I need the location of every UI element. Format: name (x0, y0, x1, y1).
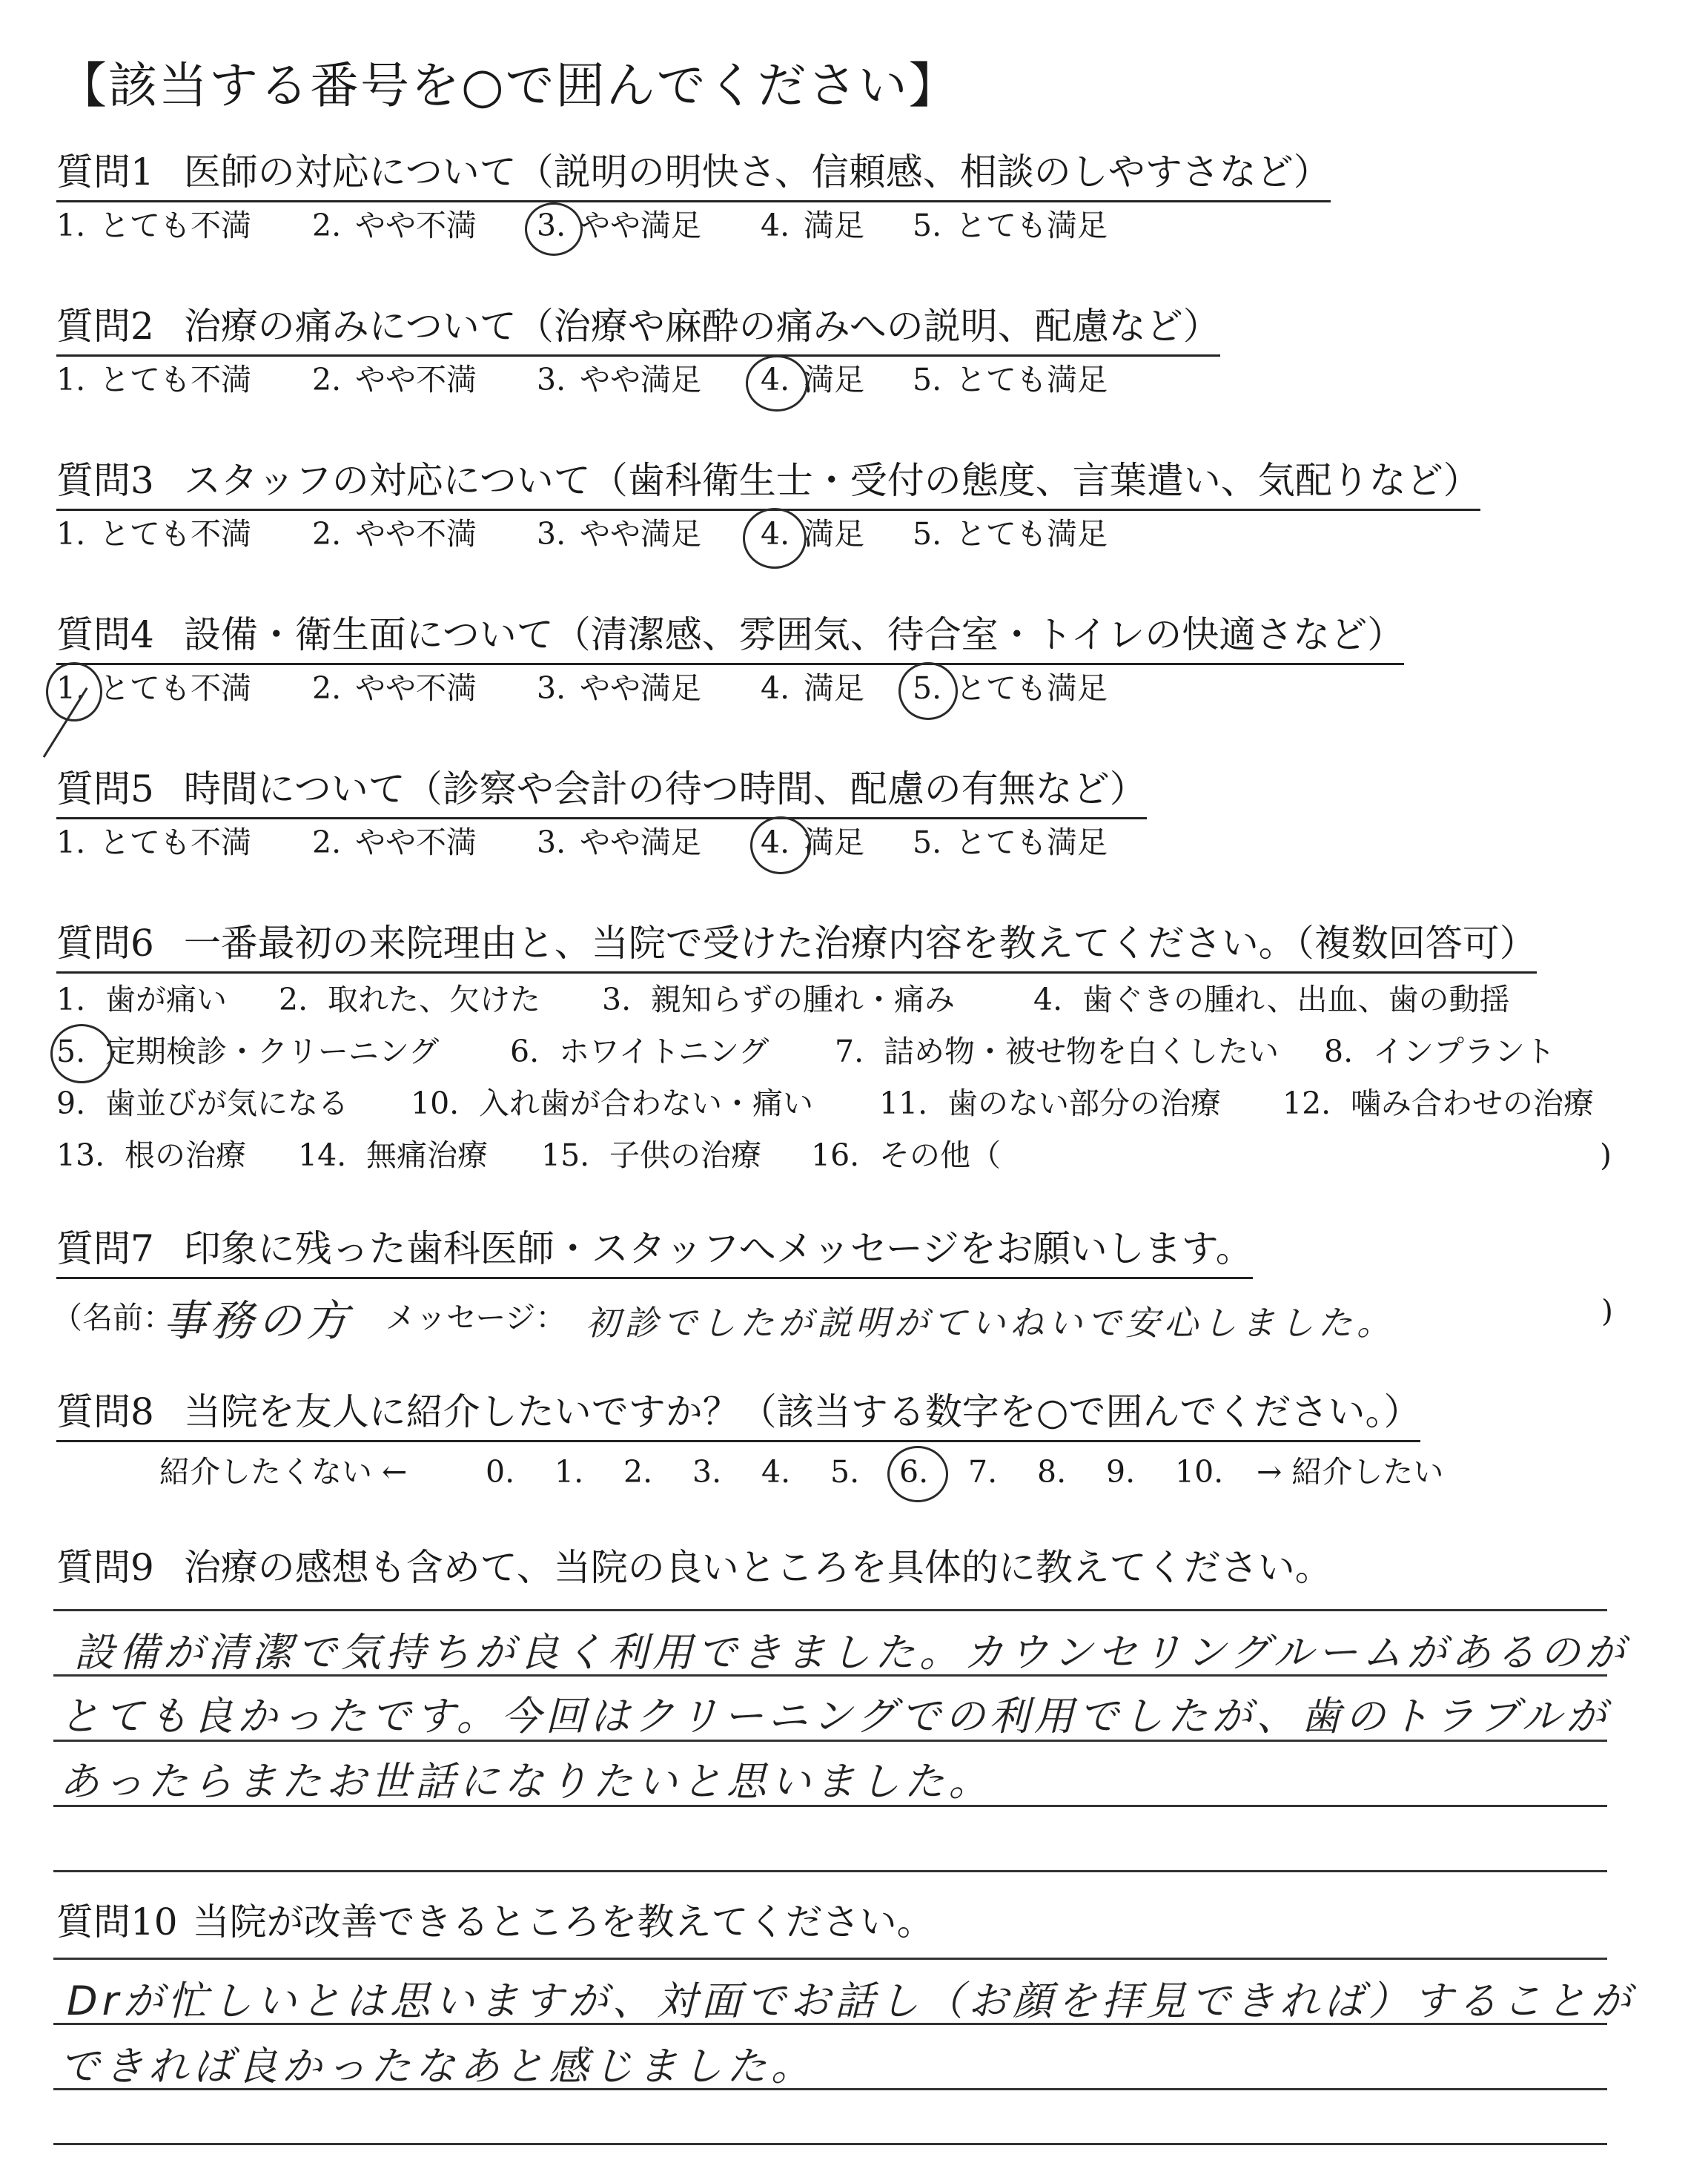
close-paren: ) (1600, 1137, 1612, 1173)
scale-value: 6. (899, 1454, 929, 1490)
option-label: 定期検診・クリーニング (105, 1034, 440, 1069)
option-label: とても満足 (956, 825, 1108, 860)
option-number: 3. (537, 362, 566, 397)
option-number: 15. (541, 1137, 590, 1173)
question-number: 質問8 (56, 1390, 154, 1433)
option-number: 4. (761, 825, 790, 860)
option-number: 2. (312, 516, 342, 552)
question-4-heading (56, 611, 1404, 665)
option-number: 5. (913, 825, 942, 860)
option-label: とても不満 (99, 516, 251, 552)
option-number: 11. (879, 1086, 928, 1121)
option-number: 9. (56, 1086, 86, 1121)
option-label: その他（ (879, 1137, 1001, 1173)
option-label: 無痛治療 (366, 1137, 488, 1173)
rating-options (56, 202, 1331, 248)
option-label: 歯並びが気になる (105, 1086, 348, 1121)
option-number: 5. (56, 1034, 86, 1069)
question-number: 質問9 (56, 1546, 154, 1589)
question-text: 治療の感想も含めて、当院の良いところを具体的に教えてください。 (183, 1546, 1332, 1589)
option-label: 満足 (804, 825, 864, 860)
rating-options (56, 357, 1220, 403)
option-label: ホワイトニング (559, 1034, 769, 1069)
message-value: 初診でしたが説明がていねいで安心しました。 (586, 1303, 1395, 1343)
answer-circle (50, 1024, 113, 1083)
option-row (56, 1025, 1555, 1077)
option-number: 5. (913, 670, 942, 706)
question-6 (56, 919, 1612, 1181)
question-1 (56, 148, 1331, 248)
option-row (56, 1129, 1612, 1181)
option-label: 噛み合わせの治療 (1351, 1086, 1594, 1121)
answer-circle (887, 1446, 948, 1502)
answer-rule (53, 1958, 1607, 1960)
option-row (56, 1077, 1594, 1129)
message-label: メッセージ： (385, 1300, 566, 1335)
option-label: やや不満 (355, 362, 477, 397)
option-number: 16. (811, 1137, 860, 1173)
option-number: 4. (761, 362, 790, 397)
option-number: 3. (537, 825, 566, 860)
option-label: 満足 (804, 208, 864, 243)
answer-line: Drが忙しいとは思いますが、対面でお話し（お顔を拝見できれば）することが (67, 1978, 1635, 2024)
option-label: 根の治療 (125, 1137, 246, 1173)
rating-options (56, 665, 1404, 711)
page-title: 【該当する番号を○で囲んでください】 (58, 57, 959, 114)
question-number: 質問4 (56, 613, 154, 656)
answer-line: できれば良かったなあと感じました。 (59, 2043, 815, 2090)
option-number: 3. (537, 208, 566, 243)
option-label: とても満足 (956, 208, 1108, 243)
message-line (52, 1289, 1616, 1355)
option-label: やや満足 (580, 670, 701, 706)
question-4 (56, 611, 1404, 711)
question-9-heading (56, 1544, 1332, 1591)
option-number: 3. (537, 670, 566, 706)
question-text: 印象に残った歯科医師・スタッフへメッセージをお願いします。 (183, 1227, 1253, 1270)
option-label: やや満足 (580, 825, 701, 860)
name-value: 事務の方 (163, 1295, 354, 1346)
answer-rule (53, 1870, 1607, 1872)
scale-value: 3. (692, 1454, 722, 1490)
scale-value: 7. (968, 1454, 998, 1490)
option-label: とても不満 (99, 825, 251, 860)
scale-right-label: → 紹介したい (1257, 1454, 1444, 1490)
scale-value: 9. (1106, 1454, 1136, 1490)
question-number: 質問1 (56, 151, 154, 194)
rating-options (56, 511, 1480, 557)
option-row (56, 974, 1537, 1025)
option-label: とても満足 (956, 516, 1108, 552)
scale-value: 2. (623, 1454, 653, 1490)
option-label: 親知らずの腫れ・痛み (651, 982, 955, 1017)
option-label: やや不満 (355, 516, 477, 552)
option-label: 子供の治療 (609, 1137, 761, 1173)
question-number: 質問5 (56, 767, 154, 810)
question-number: 質問10 (56, 1900, 178, 1943)
scale-value: 8. (1037, 1454, 1067, 1490)
answer-circle (746, 355, 808, 412)
question-text: 時間について（診察や会計の待つ時間、配慮の有無など） (183, 767, 1147, 810)
option-number: 1. (56, 670, 86, 706)
question-1-heading (56, 148, 1331, 202)
scale-left-label: 紹介したくない ← (159, 1454, 408, 1490)
name-label: （名前： (52, 1300, 173, 1335)
option-number: 13. (56, 1137, 105, 1173)
option-label: 取れた、欠けた (328, 982, 540, 1017)
option-number: 3. (602, 982, 632, 1017)
option-number: 2. (279, 982, 308, 1017)
question-8 (56, 1388, 1420, 1442)
question-5-heading (56, 765, 1147, 819)
option-label: やや不満 (355, 825, 477, 860)
option-label: 満足 (804, 516, 864, 552)
scale-value: 0. (486, 1454, 515, 1490)
option-number: 1. (56, 516, 86, 552)
question-text: 当院を友人に紹介したいですか？（該当する数字を○で囲んでください。） (183, 1390, 1421, 1433)
close-paren: ) (1601, 1293, 1613, 1329)
question-text: スタッフの対応について（歯科衛生士・受付の態度、言葉遣い、気配りなど） (183, 459, 1480, 502)
question-3 (56, 457, 1480, 557)
scale-value: 1. (555, 1454, 584, 1490)
option-label: やや満足 (580, 362, 701, 397)
option-label: とても不満 (99, 362, 251, 397)
question-number: 質問2 (56, 305, 154, 348)
reason-options (56, 974, 1612, 1181)
answer-circle (743, 508, 807, 569)
question-8-heading (56, 1388, 1420, 1442)
answer-circle (750, 816, 811, 874)
option-label: 入れ歯が合わない・痛い (479, 1086, 813, 1121)
option-label: 歯ぐきの腫れ、出血、歯の動揺 (1082, 982, 1510, 1017)
question-number: 質問7 (56, 1227, 154, 1270)
option-label: 満足 (804, 362, 864, 397)
option-number: 2. (312, 825, 342, 860)
option-number: 2. (312, 362, 342, 397)
question-7-heading (56, 1225, 1253, 1279)
option-label: 満足 (804, 670, 864, 706)
question-2-heading (56, 303, 1220, 357)
question-text: 設備・衛生面について（清潔感、雰囲気、待合室・トイレの快適さなど） (183, 613, 1405, 656)
question-number: 質問6 (56, 922, 154, 965)
option-number: 4. (761, 516, 790, 552)
question-6-heading (56, 919, 1537, 974)
question-text: 医師の対応について（説明の明快さ、信頼感、相談のしやすさなど） (183, 151, 1331, 194)
option-number: 3. (537, 516, 566, 552)
option-label: 詰め物・被せ物を白くしたい (884, 1034, 1279, 1069)
scale-value: 10. (1175, 1454, 1224, 1490)
recommend-scale (159, 1449, 1494, 1501)
option-number: 2. (312, 208, 342, 243)
option-number: 1. (56, 825, 86, 860)
question-7 (56, 1225, 1253, 1279)
option-number: 2. (312, 670, 342, 706)
option-number: 5. (913, 516, 942, 552)
rating-options (56, 819, 1147, 865)
question-number: 質問3 (56, 459, 154, 502)
option-label: 歯が痛い (105, 982, 227, 1017)
answer-rule (53, 2143, 1607, 2145)
option-number: 4. (1033, 982, 1063, 1017)
option-number: 4. (761, 208, 790, 243)
question-3-heading (56, 457, 1480, 511)
scale-value: 5. (830, 1454, 860, 1490)
option-number: 12. (1282, 1086, 1331, 1121)
question-text: 当院が改善できるところを教えてください。 (192, 1900, 934, 1943)
question-10 (56, 1898, 934, 1946)
option-number: 6. (510, 1034, 540, 1069)
question-2 (56, 303, 1220, 403)
option-number: 7. (835, 1034, 864, 1069)
question-10-heading (56, 1898, 934, 1946)
answer-circle (898, 662, 958, 720)
answer-circle (46, 662, 102, 721)
answer-circle (525, 202, 583, 256)
question-9 (56, 1544, 1332, 1591)
option-number: 1. (56, 208, 86, 243)
option-label: とても不満 (99, 208, 251, 243)
question-text: 治療の痛みについて（治療や麻酔の痛みへの説明、配慮など） (183, 305, 1220, 348)
answer-rule (53, 1609, 1607, 1611)
option-number: 1. (56, 982, 86, 1017)
scale-value: 4. (761, 1454, 791, 1490)
option-label: 歯のない部分の治療 (947, 1086, 1221, 1121)
option-number: 1. (56, 362, 86, 397)
option-label: とても不満 (99, 670, 251, 706)
option-number: 14. (298, 1137, 347, 1173)
option-label: とても満足 (956, 362, 1108, 397)
question-text: 一番最初の来院理由と、当院で受けた治療内容を教えてください。（複数回答可） (183, 922, 1537, 965)
option-number: 5. (913, 208, 942, 243)
option-number: 5. (913, 362, 942, 397)
option-number: 4. (761, 670, 790, 706)
option-label: やや満足 (580, 208, 701, 243)
option-label: とても満足 (956, 670, 1108, 706)
option-label: やや不満 (355, 208, 477, 243)
answer-line: あったらまたお世話になりたいと思いました。 (59, 1758, 993, 1805)
question-5 (56, 765, 1147, 865)
answer-line: とても良かったです。今回はクリーニングでの利用でしたが、歯のトラブルが (59, 1693, 1611, 1740)
option-label: やや満足 (580, 516, 701, 552)
option-number: 8. (1324, 1034, 1354, 1069)
option-number: 10. (411, 1086, 460, 1121)
option-label: インプラント (1373, 1034, 1555, 1069)
option-label: やや不満 (355, 670, 477, 706)
answer-line: 設備が清潔で気持ちが良く利用できました。カウンセリングルームがあるのが (74, 1629, 1629, 1676)
